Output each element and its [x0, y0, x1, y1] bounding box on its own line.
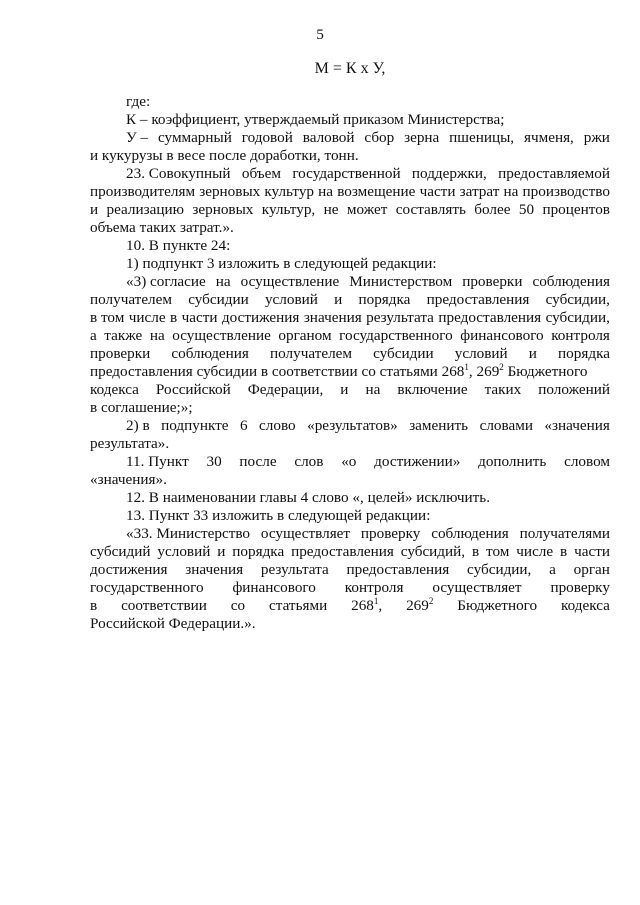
word: условий [264, 291, 318, 308]
word: субсидий, [400, 543, 466, 560]
word: на [365, 381, 381, 398]
word: достижения [90, 561, 168, 578]
word: предоставляемой [498, 165, 610, 182]
word: культур [264, 183, 315, 200]
word: порядка [232, 543, 285, 560]
word: объем [241, 165, 281, 182]
word: 50 [518, 201, 535, 218]
word: осуществление [172, 327, 271, 344]
word: финансового [232, 579, 316, 596]
word: словами [479, 417, 533, 434]
word: таких [484, 381, 522, 398]
word: более [474, 201, 511, 218]
paragraph-10-item-2-line-1 [126, 417, 610, 435]
word: предоставления [426, 291, 530, 308]
word: положений [538, 381, 610, 398]
paragraph-23-line-2 [90, 183, 610, 201]
word: производство [522, 183, 610, 200]
word: части [419, 183, 456, 200]
paragraph-11-line-1 [126, 453, 610, 471]
word: соблюдения [431, 525, 509, 542]
word: субсидии [373, 345, 434, 362]
word: сбор [364, 129, 395, 146]
word: в том [90, 309, 125, 326]
word: на [503, 183, 519, 200]
word: том [486, 543, 510, 560]
word: и [340, 381, 349, 398]
word: части [574, 543, 610, 560]
word: «значения [544, 417, 610, 434]
quote-33-line-6: Российской Федерации.». [90, 615, 256, 632]
word: контроля [551, 327, 610, 344]
paragraph-23-line-3 [90, 201, 610, 219]
quote-3-line-8: в соглашение;»; [90, 399, 193, 416]
word: порядка [358, 291, 411, 308]
word: условий [454, 345, 508, 362]
paragraph-13: 13. Пункт 33 изложить в следующей редакции: [126, 507, 431, 524]
word: порядка [558, 345, 610, 362]
word: производителям [90, 183, 196, 200]
word: соблюдения [171, 345, 249, 362]
quote-33-line-5: в соответствии со статьями $268^1$, $269^2$ Бюджетного кодекса [90, 595, 610, 614]
word: проверки [462, 273, 523, 290]
word: возмещение [337, 183, 416, 200]
word: Федерации, [247, 381, 324, 398]
word: не [323, 201, 339, 218]
word: предоставления [438, 309, 542, 326]
word: пшеницы, [449, 129, 515, 146]
word: результата [366, 309, 434, 326]
word: суммарный [158, 129, 232, 146]
word: а [90, 327, 97, 344]
quote-3-line-6: предоставления субсидии в соответствии со статьями $268^1$, $269^2$ Бюджетного [90, 361, 588, 380]
quote-3-line-1 [126, 273, 610, 291]
word: предоставления [291, 543, 394, 560]
word: получателем [270, 345, 353, 362]
word: числе [128, 309, 166, 326]
word: ржи [583, 129, 610, 146]
word: может [346, 201, 388, 218]
word: субсидий [90, 543, 151, 560]
word: значения [185, 561, 244, 578]
word: результата [260, 561, 329, 578]
paragraph-10-item-2-line-2: результата». [90, 435, 170, 452]
word: финансового [460, 327, 544, 344]
word: заменить [409, 417, 469, 434]
word: дополнить [478, 453, 547, 470]
word: государственного [339, 327, 453, 344]
word: «33. Министерство [126, 525, 251, 542]
page-number: 5 [316, 26, 324, 43]
word: контроля [344, 579, 404, 596]
word: и [528, 345, 537, 362]
word: 30 [206, 453, 222, 470]
word: 23. Совокупный [126, 165, 231, 182]
word: Министерством [349, 273, 453, 290]
word: процентов [542, 201, 610, 218]
word: в [170, 309, 178, 326]
word: У – [126, 129, 149, 146]
word: и [90, 201, 99, 218]
paragraph-10-item-1: 1) подпункт 3 изложить в следующей редакции: [126, 255, 437, 272]
quote-3-line-2 [90, 291, 610, 309]
formula: М = К х У, [314, 60, 386, 77]
word: годовой [241, 129, 293, 146]
word: зерновых [199, 183, 261, 200]
word: «о [341, 453, 357, 470]
quote-3-line-7 [90, 381, 610, 399]
paragraph-12: 12. В наименовании главы 4 слово «, целей» исключить. [126, 489, 490, 506]
where-label: где: [126, 93, 151, 110]
word: слово [259, 417, 296, 434]
word: 2) в [126, 417, 150, 434]
word: составлять [395, 201, 466, 218]
word: реализацию [106, 201, 184, 218]
word: осуществляет [260, 525, 351, 542]
u-definition-line-1 [126, 129, 610, 147]
quote-33-line-3 [90, 561, 610, 579]
word: осуществление [240, 273, 340, 290]
word: а [549, 561, 556, 578]
word: ячменя, [523, 129, 574, 146]
word: также [104, 327, 143, 344]
k-definition: К – коэффициент, утверждаемый приказом Министерства; [126, 111, 505, 128]
word: поддержки, [411, 165, 487, 182]
word: субсидии, [467, 561, 532, 578]
word: на [215, 273, 231, 290]
word: затрат [459, 183, 500, 200]
quote-33-line-4 [90, 579, 610, 597]
word: и [334, 291, 343, 308]
word: после [239, 453, 277, 470]
word: осуществляет [432, 579, 522, 596]
word: Российской [155, 381, 231, 398]
word: соблюдения [532, 273, 610, 290]
word: орган [573, 561, 610, 578]
word: «результатов» [307, 417, 398, 434]
word: зерновых [192, 201, 254, 218]
word: слов [294, 453, 324, 470]
word: государственной [292, 165, 401, 182]
word: подпункте [161, 417, 229, 434]
word: числе [516, 543, 554, 560]
word: на [318, 183, 334, 200]
word: предоставления [346, 561, 450, 578]
word: культур, [261, 201, 316, 218]
word: субсидии, [545, 291, 610, 308]
word: проверки [90, 345, 151, 362]
word: получателем [90, 291, 172, 308]
paragraph-23-line-4: объема таких затрат.». [90, 219, 234, 236]
word: в [560, 543, 568, 560]
paragraph-10: 10. В пункте 24: [126, 237, 231, 254]
word: на [149, 327, 165, 344]
word: части [181, 309, 218, 326]
quote-3-line-5 [90, 345, 610, 363]
word: государственного [90, 579, 204, 596]
word: условий [157, 543, 211, 560]
word: включение [397, 381, 468, 398]
word: словом [564, 453, 610, 470]
word: зерна [404, 129, 440, 146]
word: проверку [550, 579, 610, 596]
paragraph-23-line-1 [126, 165, 610, 183]
word: получателями [519, 525, 610, 542]
word: достижении» [374, 453, 461, 470]
word: органом [278, 327, 332, 344]
quote-3-line-3 [90, 309, 610, 327]
word: и [217, 543, 226, 560]
quote-33-line-1 [126, 525, 610, 543]
quote-33-line-2 [90, 543, 610, 561]
word: в [471, 543, 480, 560]
paragraph-11-line-2: «значения». [90, 471, 167, 488]
word: кодекса [90, 381, 139, 398]
word: достижения [221, 309, 300, 326]
word: субсидии [188, 291, 249, 308]
quote-3-line-4 [90, 327, 610, 345]
word: проверку [360, 525, 421, 542]
word: валовой [302, 129, 355, 146]
word: значения [303, 309, 362, 326]
word: субсидии, [545, 309, 610, 326]
u-definition-line-2: и кукурузы в весе после доработки, тонн. [90, 147, 359, 164]
word: «3) согласие [126, 273, 206, 290]
word: 11. Пункт [126, 453, 189, 470]
word: 6 [239, 417, 248, 434]
